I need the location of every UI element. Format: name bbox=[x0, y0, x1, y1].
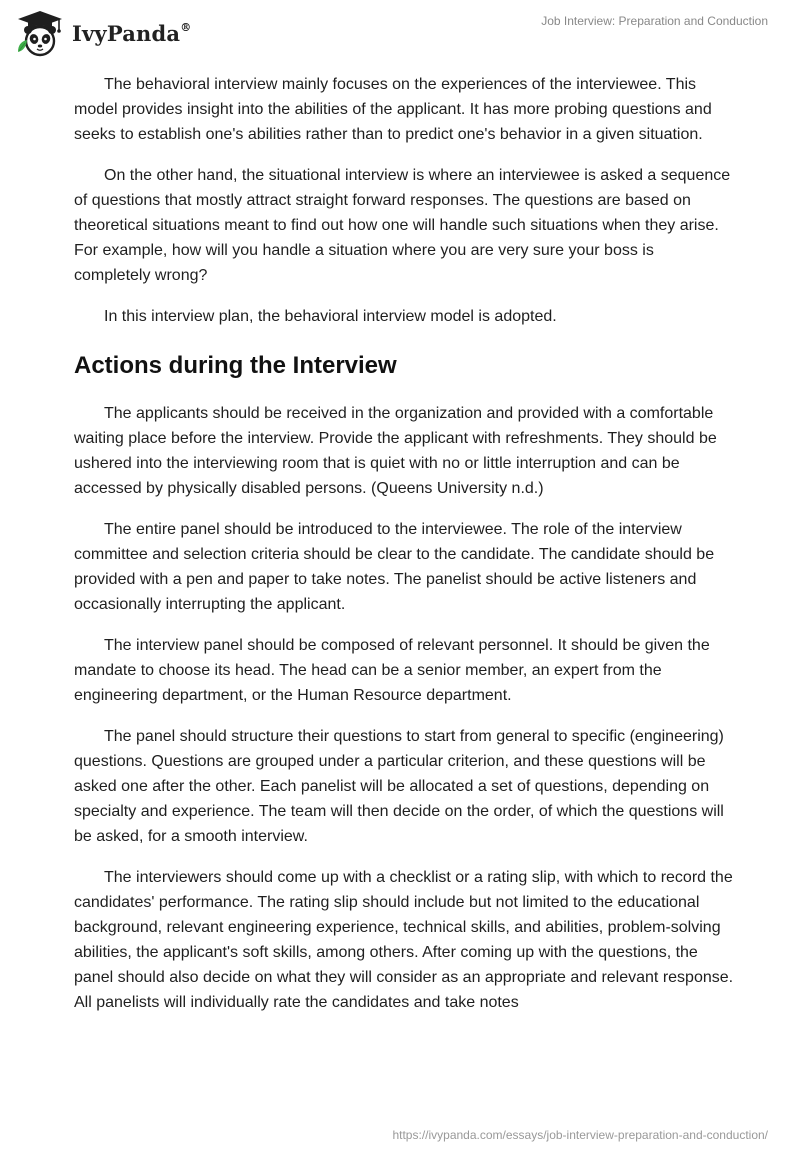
article-body bbox=[74, 72, 734, 1031]
page-header bbox=[0, 0, 800, 70]
paragraph: The interview panel should be composed of relevant personnel. It should be given the mandate to choose its head. The head can be a senior member, an expert from the engineering department, or the Human Resource department. bbox=[74, 637, 710, 704]
document-title: Job Interview: Preparation and Conduction bbox=[541, 14, 768, 28]
paragraph: On the other hand, the situational interview is where an interviewee is asked a sequence of questions that mostly attract straight forward responses. The questions are based on theoretical situations meant to find out how one will handle such situations when they arise. For example, how will you handle a situation where you are very sure your boss is completely wrong? bbox=[74, 167, 731, 284]
paragraph: The panel should structure their questions to start from general to specific (engineering) questions. Questions are grouped under a particular criterion, and these questions will be asked one after the other. Each panelist will be allocated a set of questions, depending on specialty and experience. The team will then decide on the order, of which the questions will be asked, for a smooth interview. bbox=[74, 728, 724, 845]
paragraph: The entire panel should be introduced to the interviewee. The role of the interview committee and selection criteria should be clear to the candidate. The candidate should be provided with a pen and paper to take notes. The panelist should be active listeners and occasionally interrupting the applicant. bbox=[74, 521, 715, 613]
section-heading: Actions during the Interview bbox=[74, 352, 397, 379]
ivypanda-logo[interactable] bbox=[14, 8, 191, 60]
brand-name: IvyPanda® bbox=[72, 20, 192, 46]
paragraph: The applicants should be received in the organization and provided with a comfortable waiting place before the interview. Provide the applicant with refreshments. They should be ushered into the interviewing room that is quiet with no or little interruption and can be accessed by physically disabled persons. (Queens University n.d.) bbox=[74, 405, 717, 497]
source-url[interactable]: https://ivypanda.com/essays/job-interview-preparation-and-conduction/ bbox=[392, 1128, 768, 1142]
panda-graduate-icon bbox=[14, 8, 66, 60]
paragraph: The interviewers should come up with a checklist or a rating slip, with which to record the candidates' performance. The rating slip should include but not limited to the educational background, relevant engineering experience, technical skills, and abilities, problem-solving abilities, the applicant's soft skills, among others. After coming up with the questions, the panel should also decide on what they will consider as an appropriate and relevant response. All panelists will individually rate the candidates and take notes bbox=[74, 869, 734, 1011]
paragraph: In this interview plan, the behavioral interview model is adopted. bbox=[104, 308, 557, 325]
paragraph: The behavioral interview mainly focuses on the experiences of the interviewee. This model provides insight into the abilities of the applicant. It has more probing questions and seeks to establish one's abilities rather than to predict one's behavior in a given situation. bbox=[74, 76, 712, 143]
